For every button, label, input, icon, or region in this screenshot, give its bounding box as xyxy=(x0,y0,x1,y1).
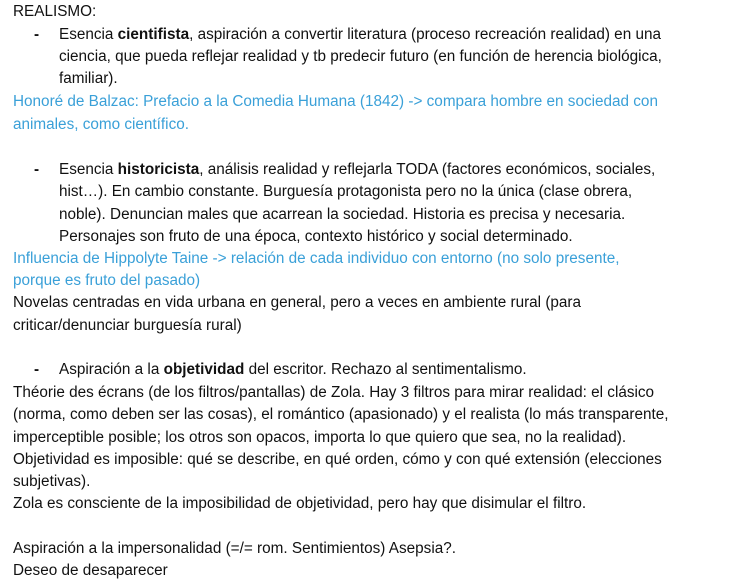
text-line: Deseo de desaparecer xyxy=(13,562,168,579)
text-line: Zola es consciente de la imposibilidad de objetividad, pero hay que disimular el filtro. xyxy=(13,495,587,512)
balzac-note-line: animales, como científico. xyxy=(13,116,189,133)
bullet-marker: - xyxy=(34,26,40,43)
bullet-historicista-line: Esencia historicista, análisis realidad y reflejarla TODA (factores económicos, sociales, xyxy=(59,161,656,178)
bullet-marker: - xyxy=(34,161,40,178)
heading-realismo: REALISMO: xyxy=(13,3,97,20)
text-line: Novelas centradas en vida urbana en general, pero a veces en ambiente rural (para xyxy=(13,294,582,311)
text-line: criticar/denunciar burguesía rural) xyxy=(13,317,242,334)
text-line: hist…). En cambio constante. Burguesía protagonista pero no la única (clase obrera, xyxy=(59,183,633,200)
balzac-note-line: Honoré de Balzac: Prefacio a la Comedia Humana (1842) -> compara hombre en sociedad con xyxy=(13,93,658,110)
taine-note-line: Influencia de Hippolyte Taine -> relación de cada individuo con entorno (no solo presente, xyxy=(13,250,620,267)
text-line: Objetividad es imposible: qué se describe, en qué orden, cómo y con qué extensión (elecciones xyxy=(13,451,662,468)
text-line: Théorie des écrans (de los filtros/pantallas) de Zola. Hay 3 filtros para mirar realidad: el clásico xyxy=(13,384,655,401)
text-line: imperceptible posible; los otros son opacos, importa lo que quiero que sea, no la realidad). xyxy=(13,429,627,446)
text-line: noble). Denuncian males que acarrean la sociedad. Historia es precisa y necesaria. xyxy=(59,206,626,223)
bold-objetividad: objetividad xyxy=(163,361,245,378)
taine-note-line: porque es fruto del pasado) xyxy=(13,272,201,289)
bullet-marker: - xyxy=(34,361,40,378)
text-line: Aspiración a la impersonalidad (=/= rom. Sentimientos) Asepsia?. xyxy=(13,540,456,557)
text-line: (norma, como deben ser las cosas), el romántico (apasionado) y el realista (lo más transparente, xyxy=(13,406,669,423)
text-line: Personajes son fruto de una época, contexto histórico y social determinado. xyxy=(59,228,573,245)
text-line: subjetivas). xyxy=(13,473,91,490)
bold-historicista: historicista xyxy=(117,161,200,178)
text-line: ciencia, que pueda reflejar realidad y tb predecir futuro (en función de herencia biológica, xyxy=(59,48,662,65)
text-line: familiar). xyxy=(59,70,118,87)
bullet-cientifista-line: Esencia cientifista, aspiración a convertir literatura (proceso recreación realidad) en una xyxy=(59,26,661,43)
bullet-objetividad-line: Aspiración a la objetividad del escritor. Rechazo al sentimentalismo. xyxy=(59,361,527,378)
bold-cientifista: cientifista xyxy=(117,26,190,43)
